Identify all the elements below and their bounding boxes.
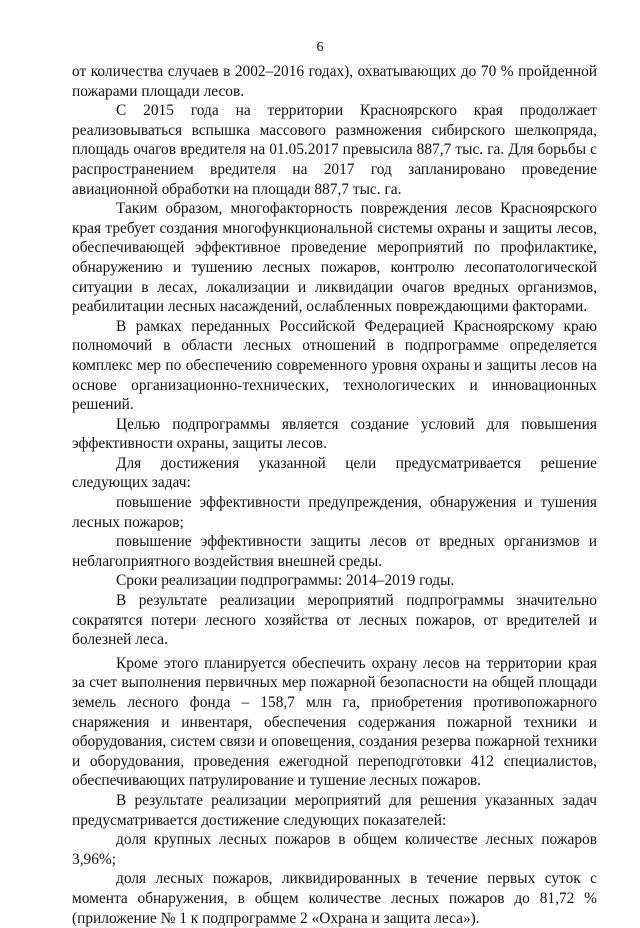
paragraph-task-protection: повышение эффективности защиты лесов от вредных организмов и неблагоприятного воздействия внешней среды. xyxy=(72,533,597,570)
paragraph-tasks-intro: Для достижения указанной цели предусматривается решение следующих задач: xyxy=(72,454,597,492)
paragraph-silkworm-outbreak: С 2015 года на территории Красноярского края продолжает реализовываться вспышка массового размножения сибирского шелкопряда, площадь очагов вредителя на 01.05.2017 превысила 887,7 тыс. га. Для борьбы с распространением вредителя на 2017 год запланировано проведение авиационной обработки на площади 887,7 тыс. га. xyxy=(72,102,597,198)
paragraph-continuation: от количества случаев в 2002–2016 годах), охватывающих до 70 % пройденной пожарами площади лесов. xyxy=(72,63,597,100)
paragraph-goal: Целью подпрограммы является создание условий для повышения эффективности охраны, защиты лесов. xyxy=(72,415,597,453)
paragraph-terms: Сроки реализации подпрограммы: 2014–2019 годы. xyxy=(116,572,455,590)
paragraph-indicator-large-fires: доля крупных лесных пожаров в общем количестве лесных пожаров 3,96%; xyxy=(72,831,597,868)
paragraph-task-fires: повышение эффективности предупреждения, обнаружения и тушения лесных пожаров; xyxy=(72,494,597,531)
paragraph-planned-measures: Кроме этого планируется обеспечить охрану лесов на территории края за счет выполнения первичных мер пожарной безопасности на общей площади земель лесного фонда – 158,7 млн га, приобретения противопожарного снаряжения и инвентаря, обеспечения содержания пожарной техники и оборудования, систем связи и оповещения, создания резерва пожарной техники и оборудования, проведения ежегодной переподготовки 412 специалистов, обеспечивающих патрулирование и тушение лесных пожаров. xyxy=(72,654,597,790)
paragraph-indicators-intro: В результате реализации мероприятий для решения указанных задач предусматривается достижение следующих показателей: xyxy=(72,791,597,829)
paragraph-multifactor-damage: Таким образом, многофакторность повреждения лесов Красноярского края требует создания многофункциональной системы охраны и защиты лесов, обеспечивающей эффективное проведение мероприятий по профилактике, обнаружению и тушению лесных пожаров, контролю лесопатологической ситуации в лесах, локализации и ликвидации очагов вредных организмов, реабилитации лесных насаждений, ослабленных повреждающими факторами. xyxy=(72,200,597,316)
paragraph-results: В результате реализации мероприятий подпрограммы значительно сократятся потери лесного хозяйства от лесных пожаров, от вредителей и болезней леса. xyxy=(72,592,597,649)
paragraph-powers: В рамках переданных Российской Федерацией Красноярскому краю полномочий в области лесных отношений в подпрограмме определяется комплекс мер по обеспечению современного уровня охраны и защиты лесов на основе организационно-технических, технологических и инновационных решений. xyxy=(72,317,597,414)
document-body xyxy=(72,62,597,928)
paragraph-indicator-first-day: доля лесных пожаров, ликвидированных в течение первых суток с момента обнаружения, в общем количестве лесных пожаров до 81,72 % (приложение № 1 к подпрограмме 2 «Охрана и защита леса»). xyxy=(72,870,597,927)
page-number: 6 xyxy=(316,40,324,55)
